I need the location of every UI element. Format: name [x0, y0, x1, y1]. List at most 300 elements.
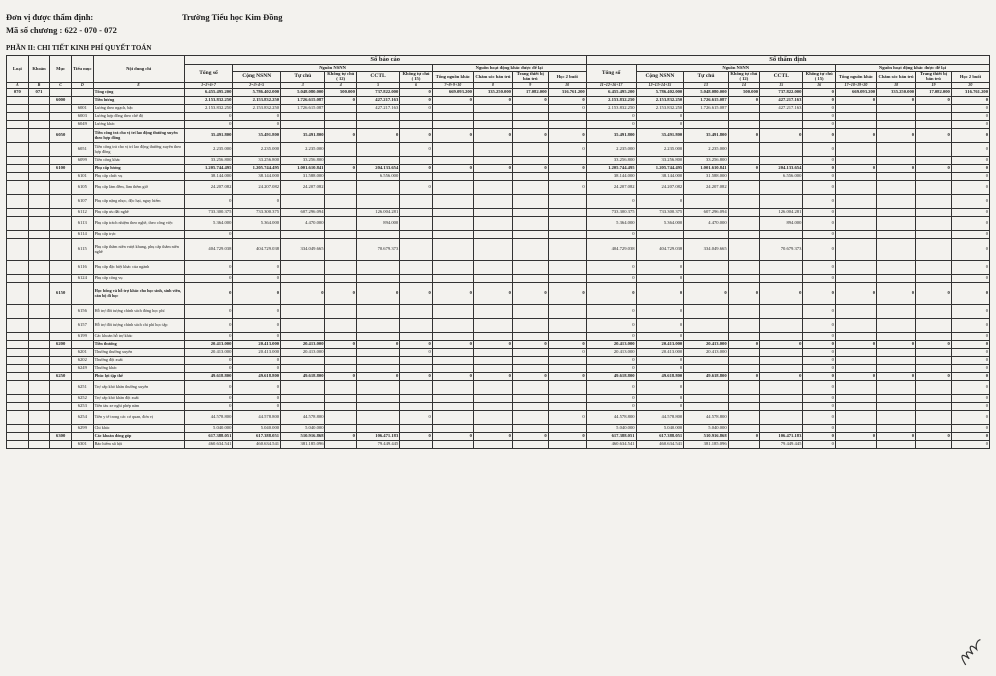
- cell-value: [916, 411, 952, 425]
- cell-tieu-muc: 6001: [71, 105, 93, 113]
- cell-loai: [7, 275, 29, 283]
- cell-value: 38.144.000: [586, 173, 636, 181]
- cell-value: 617.388.051: [636, 433, 684, 441]
- cell-value: 0: [184, 381, 233, 395]
- cell-description: Thưởng khác: [93, 365, 184, 373]
- cell-value: 316.761.200: [548, 89, 586, 97]
- cell-value: [728, 239, 759, 261]
- cell-muc: [50, 173, 72, 181]
- cell-value: 316.761.200: [951, 89, 989, 97]
- cell-value: 70.679.373: [760, 239, 803, 261]
- column-index-cell: 1=2+6+7: [184, 83, 233, 89]
- cell-value: [432, 231, 473, 239]
- cell-value: 0: [512, 165, 548, 173]
- cell-value: 427.217.163: [356, 97, 399, 105]
- cell-description: Bảo hiểm xã hội: [93, 441, 184, 449]
- cell-value: 2.153.832.250: [586, 97, 636, 105]
- cell-muc: [50, 157, 72, 165]
- cell-value: 0: [400, 97, 433, 105]
- cell-value: [548, 121, 586, 129]
- cell-tieu-muc: 6113: [71, 217, 93, 231]
- cell-value: [728, 381, 759, 395]
- cell-loai: [7, 425, 29, 433]
- cell-value: 24.207.082: [684, 181, 728, 195]
- cell-loai: [7, 157, 29, 165]
- cell-value: 0: [548, 373, 586, 381]
- cell-value: 0: [548, 97, 586, 105]
- cell-value: [877, 173, 916, 181]
- group-nguon-hd-khac: Nguồn hoạt động khác được để lại: [432, 65, 586, 72]
- cell-muc: 6100: [50, 165, 72, 173]
- cell-khoan: [28, 433, 50, 441]
- cell-value: [835, 157, 876, 165]
- cell-description: Phụ cấp đặc biệt khác của ngành: [93, 261, 184, 275]
- cell-value: [512, 143, 548, 157]
- cell-value: [728, 217, 759, 231]
- cell-value: [356, 305, 399, 319]
- cell-value: [916, 395, 952, 403]
- cell-value: [512, 357, 548, 365]
- cell-value: 0: [835, 433, 876, 441]
- cell-muc: [50, 121, 72, 129]
- cell-value: [473, 181, 512, 195]
- cell-value: 0: [512, 433, 548, 441]
- cell-value: [877, 231, 916, 239]
- cell-value: [916, 239, 952, 261]
- cell-value: 894.000: [760, 217, 803, 231]
- cell-value: 35.491.800: [684, 129, 728, 143]
- cell-value: 0: [877, 165, 916, 173]
- cell-value: [548, 357, 586, 365]
- cell-khoan: [28, 381, 50, 395]
- cell-value: 1.001.610.841: [684, 165, 728, 173]
- cell-value: [432, 217, 473, 231]
- cell-muc: [50, 319, 72, 333]
- cell-value: 0: [803, 373, 836, 381]
- cell-value: 33.256.800: [684, 157, 728, 165]
- cell-khoan: [28, 395, 50, 403]
- cell-value: 0: [586, 275, 636, 283]
- cell-value: 0: [916, 373, 952, 381]
- cell-loai: [7, 411, 29, 425]
- cell-value: [916, 157, 952, 165]
- cell-muc: [50, 217, 72, 231]
- cell-value: [877, 105, 916, 113]
- cell-tieu-muc: 6251: [71, 381, 93, 395]
- cell-value: [728, 365, 759, 373]
- cell-value: [356, 403, 399, 411]
- cell-value: 0: [803, 165, 836, 173]
- cell-value: [916, 173, 952, 181]
- cell-value: 607.296.094: [684, 209, 728, 217]
- cell-value: [432, 365, 473, 373]
- cell-value: [356, 261, 399, 275]
- cell-value: 0: [586, 231, 636, 239]
- cell-value: [916, 261, 952, 275]
- cell-value: 0: [432, 129, 473, 143]
- table-row: [7, 341, 990, 349]
- column-index-cell: A: [7, 83, 29, 89]
- cell-value: [325, 411, 356, 425]
- cell-value: 737.822.000: [760, 89, 803, 97]
- cell-value: [432, 305, 473, 319]
- cell-value: [835, 275, 876, 283]
- cell-value: 20.413.000: [684, 349, 728, 357]
- cell-value: 0: [233, 403, 281, 411]
- cell-khoan: 071: [28, 89, 50, 97]
- cell-value: [835, 305, 876, 319]
- cell-description: Phụ cấp lương: [93, 165, 184, 173]
- cell-value: 733.300.375: [636, 209, 684, 217]
- cell-value: [916, 357, 952, 365]
- cell-value: [916, 365, 952, 373]
- cell-value: 0: [835, 341, 876, 349]
- cell-value: [400, 395, 433, 403]
- cell-value: [760, 357, 803, 365]
- cell-muc: [50, 305, 72, 319]
- cell-tieu-muc: 6101: [71, 173, 93, 181]
- cell-value: [432, 381, 473, 395]
- cell-value: 0: [473, 165, 512, 173]
- cell-value: [473, 143, 512, 157]
- col-tong-so: Tổng số: [184, 65, 233, 83]
- cell-loai: [7, 365, 29, 373]
- cell-value: [356, 113, 399, 121]
- cell-value: [916, 305, 952, 319]
- cell-value: 0: [233, 195, 281, 209]
- cell-muc: [50, 381, 72, 395]
- cell-loai: [7, 105, 29, 113]
- cell-value: [877, 209, 916, 217]
- cell-khoan: [28, 195, 50, 209]
- cell-value: 5.364.000: [636, 217, 684, 231]
- column-index-cell: 2=3+4+5: [233, 83, 281, 89]
- cell-value: [512, 209, 548, 217]
- cell-value: [356, 381, 399, 395]
- cell-value: [432, 275, 473, 283]
- column-index-cell: 4: [325, 83, 356, 89]
- cell-value: 0: [951, 283, 989, 305]
- cell-value: 0: [184, 403, 233, 411]
- cell-value: 33.256.800: [233, 157, 281, 165]
- column-index-cell: 20: [951, 83, 989, 89]
- cell-value: 0: [803, 105, 836, 113]
- cell-description: Phụ cấp làm đêm, làm thêm giờ: [93, 181, 184, 195]
- cell-value: [728, 357, 759, 365]
- cell-value: [835, 217, 876, 231]
- col-tong-nguon-khac-td: Tổng nguồn khác: [835, 72, 876, 83]
- cell-tieu-muc: [71, 341, 93, 349]
- cell-description: Tiền lương: [93, 97, 184, 105]
- cell-value: 0: [803, 275, 836, 283]
- cell-value: [728, 113, 759, 121]
- cell-value: 460.634.541: [184, 441, 233, 449]
- cell-value: 35.491.800: [586, 129, 636, 143]
- cell-value: [877, 275, 916, 283]
- cell-value: [728, 121, 759, 129]
- cell-value: [760, 275, 803, 283]
- cell-value: [835, 319, 876, 333]
- cell-value: 2.153.832.250: [586, 105, 636, 113]
- cell-value: 0: [586, 121, 636, 129]
- cell-value: 0: [548, 165, 586, 173]
- cell-value: [548, 403, 586, 411]
- cell-value: [728, 173, 759, 181]
- cell-value: [325, 113, 356, 121]
- cell-value: 0: [951, 231, 989, 239]
- cell-value: [760, 181, 803, 195]
- cell-value: [281, 395, 325, 403]
- cell-value: [512, 157, 548, 165]
- cell-value: 404.729.038: [636, 239, 684, 261]
- cell-value: 0: [803, 319, 836, 333]
- cell-value: 0: [184, 319, 233, 333]
- cell-description: Tổng cộng: [93, 89, 184, 97]
- cell-value: [548, 425, 586, 433]
- cell-value: [548, 173, 586, 181]
- cell-value: 1.205.744.495: [636, 165, 684, 173]
- cell-value: [473, 239, 512, 261]
- cell-value: [760, 365, 803, 373]
- cell-value: 0: [548, 129, 586, 143]
- col-khong-tu-chu-15-td: Không tự chủ ( 15): [803, 72, 836, 83]
- column-index-cell: 6: [400, 83, 433, 89]
- cell-value: [325, 395, 356, 403]
- cell-value: 0: [728, 433, 759, 441]
- cell-value: 381.185.096: [684, 441, 728, 449]
- cell-khoan: [28, 333, 50, 341]
- cell-loai: [7, 403, 29, 411]
- cell-value: 24.207.082: [281, 181, 325, 195]
- cell-value: 5.040.000: [184, 425, 233, 433]
- cell-value: [473, 173, 512, 181]
- cell-value: [636, 231, 684, 239]
- table-row: [7, 261, 990, 275]
- cell-khoan: [28, 157, 50, 165]
- cell-value: 0: [325, 433, 356, 441]
- cell-value: [512, 365, 548, 373]
- cell-description: Phụ cấp chức vụ: [93, 173, 184, 181]
- cell-khoan: [28, 143, 50, 157]
- cell-tieu-muc: 6051: [71, 143, 93, 157]
- table-row: [7, 143, 990, 157]
- cell-value: 79.449.445: [760, 441, 803, 449]
- cell-value: 0: [684, 283, 728, 305]
- cell-value: 0: [512, 283, 548, 305]
- cell-value: 0: [184, 275, 233, 283]
- cell-value: [512, 411, 548, 425]
- cell-value: [325, 403, 356, 411]
- cell-value: 33.256.800: [281, 157, 325, 165]
- cell-value: [512, 333, 548, 341]
- cell-value: 0: [728, 373, 759, 381]
- cell-value: [432, 113, 473, 121]
- cell-value: 0: [233, 333, 281, 341]
- cell-tieu-muc: [71, 433, 93, 441]
- cell-value: [432, 157, 473, 165]
- cell-value: 0: [233, 395, 281, 403]
- column-index-cell: 8: [473, 83, 512, 89]
- col-khong-tu-chu-12: Không tự chủ ( 12): [325, 72, 356, 83]
- cell-value: 0: [803, 173, 836, 181]
- cell-description: Phụ cấp nặng nhọc, độc hại, nguy hiểm: [93, 195, 184, 209]
- cell-loai: [7, 333, 29, 341]
- cell-value: 0: [586, 195, 636, 209]
- cell-value: 0: [951, 349, 989, 357]
- col-loai: Loại: [7, 56, 29, 83]
- col-cham-soc: Chăm sóc bán trú: [473, 72, 512, 83]
- cell-value: [325, 319, 356, 333]
- cell-value: [684, 121, 728, 129]
- table-row: [7, 403, 990, 411]
- cell-value: [512, 305, 548, 319]
- cell-value: [432, 143, 473, 157]
- cell-value: 607.296.094: [281, 209, 325, 217]
- cell-tieu-muc: 6253: [71, 403, 93, 411]
- cell-value: 0: [184, 121, 233, 129]
- cell-khoan: [28, 239, 50, 261]
- cell-value: 49.618.800: [281, 373, 325, 381]
- cell-value: 0: [586, 365, 636, 373]
- cell-value: [400, 425, 433, 433]
- cell-value: 5.364.000: [586, 217, 636, 231]
- cell-loai: [7, 181, 29, 195]
- cell-value: [512, 217, 548, 231]
- cell-value: [281, 121, 325, 129]
- cell-muc: [50, 209, 72, 217]
- cell-value: 2.235.000: [636, 143, 684, 157]
- group-so-tham-dinh: Số thẩm định: [586, 56, 989, 65]
- cell-value: 617.388.051: [184, 433, 233, 441]
- cell-value: [512, 231, 548, 239]
- cell-value: 5.364.000: [233, 217, 281, 231]
- cell-value: [728, 441, 759, 449]
- table-row: [7, 357, 990, 365]
- cell-value: 0: [728, 129, 759, 143]
- cell-khoan: [28, 373, 50, 381]
- cell-value: [728, 105, 759, 113]
- table-row: [7, 433, 990, 441]
- cell-value: 35.491.800: [636, 129, 684, 143]
- cell-description: Phụ cấp ưu đãi nghề: [93, 209, 184, 217]
- cell-value: 33.256.800: [636, 157, 684, 165]
- cell-value: 106.471.183: [760, 433, 803, 441]
- cell-value: 6.556.000: [760, 173, 803, 181]
- cell-value: [760, 157, 803, 165]
- cell-value: 0: [803, 283, 836, 305]
- group-nguon-nsnn: Nguồn NSNN: [233, 65, 432, 72]
- cell-description: Phúc lợi tập thể: [93, 373, 184, 381]
- cell-value: 0: [636, 261, 684, 275]
- cell-value: 0: [803, 231, 836, 239]
- column-index-cell: 15: [760, 83, 803, 89]
- cell-value: [548, 441, 586, 449]
- cell-tieu-muc: 6301: [71, 441, 93, 449]
- cell-value: 204.133.654: [356, 165, 399, 173]
- cell-description: Hỗ trợ đối tượng chính sách chi phí học tập: [93, 319, 184, 333]
- cell-loai: [7, 217, 29, 231]
- cell-khoan: [28, 261, 50, 275]
- cell-muc: [50, 89, 72, 97]
- cell-value: [356, 195, 399, 209]
- cell-muc: 6300: [50, 433, 72, 441]
- cell-value: [760, 195, 803, 209]
- cell-value: 0: [951, 411, 989, 425]
- cell-value: 2.153.832.250: [233, 97, 281, 105]
- cell-value: 0: [760, 373, 803, 381]
- cell-value: [325, 157, 356, 165]
- cell-value: 0: [803, 403, 836, 411]
- cell-muc: [50, 275, 72, 283]
- cell-value: [473, 195, 512, 209]
- cell-value: 0: [473, 341, 512, 349]
- cell-value: [400, 195, 433, 209]
- col-tong-nguon-khac: Tổng nguồn khác: [432, 72, 473, 83]
- cell-value: 6.556.000: [356, 173, 399, 181]
- cell-value: 31.588.000: [684, 173, 728, 181]
- cell-value: [432, 181, 473, 195]
- cell-value: 0: [636, 403, 684, 411]
- cell-value: [356, 357, 399, 365]
- cell-value: 0: [877, 433, 916, 441]
- cell-tieu-muc: 6201: [71, 349, 93, 357]
- table-row: [7, 283, 990, 305]
- cell-loai: [7, 209, 29, 217]
- cell-value: 49.618.800: [684, 373, 728, 381]
- cell-description: Thưởng thường xuyên: [93, 349, 184, 357]
- table-row: [7, 113, 990, 121]
- cell-value: [916, 403, 952, 411]
- col-noi-dung: Nội dung chi: [93, 56, 184, 83]
- cell-value: 0: [951, 129, 989, 143]
- cell-value: 0: [951, 105, 989, 113]
- cell-tieu-muc: 6156: [71, 305, 93, 319]
- table-row: [7, 157, 990, 165]
- cell-value: [916, 275, 952, 283]
- cell-description: Thưởng đột xuất: [93, 357, 184, 365]
- cell-value: [877, 319, 916, 333]
- cell-value: [835, 195, 876, 209]
- cell-value: [325, 181, 356, 195]
- cell-value: [835, 121, 876, 129]
- cell-description: Trợ cấp khó khăn thường xuyên: [93, 381, 184, 395]
- cell-description: Tiền công khác: [93, 157, 184, 165]
- cell-value: [877, 365, 916, 373]
- col-khong-tu-chu-15: Không tự chủ ( 15): [400, 72, 433, 83]
- cell-value: 0: [233, 283, 281, 305]
- cell-value: 669.093.200: [835, 89, 876, 97]
- cell-value: [432, 173, 473, 181]
- cell-description: Tiền công trả cho vị trí lao động thường xuyên theo hợp đồng: [93, 143, 184, 157]
- cell-value: [512, 105, 548, 113]
- cell-value: 0: [835, 283, 876, 305]
- cell-value: 0: [951, 143, 989, 157]
- cell-value: [760, 231, 803, 239]
- cell-value: [916, 381, 952, 395]
- cell-value: [877, 403, 916, 411]
- cell-value: [760, 113, 803, 121]
- cell-description: Phụ cấp trực: [93, 231, 184, 239]
- cell-khoan: [28, 121, 50, 129]
- cell-value: 0: [835, 373, 876, 381]
- cell-value: 0: [803, 113, 836, 121]
- cell-value: [432, 319, 473, 333]
- table-row: [7, 275, 990, 283]
- cell-value: 70.679.373: [356, 239, 399, 261]
- cell-value: 20.413.000: [233, 349, 281, 357]
- cell-value: [512, 349, 548, 357]
- cell-value: [281, 275, 325, 283]
